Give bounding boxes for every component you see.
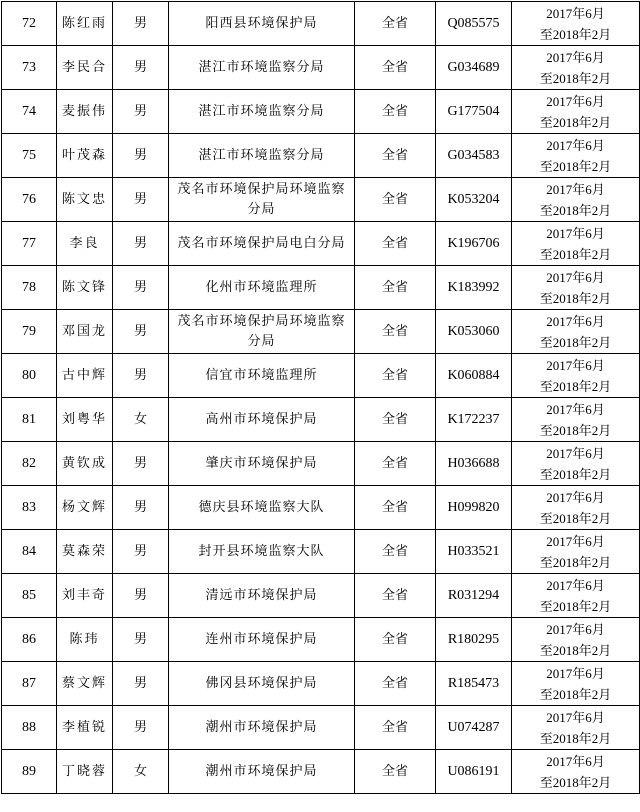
person-name: 丁晓蓉 [57, 750, 113, 794]
gender: 男 [113, 310, 169, 354]
person-name: 古中辉 [57, 354, 113, 398]
person-name: 邓国龙 [57, 310, 113, 354]
work-unit: 佛冈县环境保护局 [169, 662, 355, 706]
table-row [2, 310, 640, 354]
row-number: 78 [2, 266, 57, 310]
table-row [2, 486, 640, 530]
period-to: 至2018年2月 [539, 554, 612, 570]
scope: 全省 [355, 398, 436, 442]
period-from: 2017年6月 [546, 401, 605, 417]
period-to: 至2018年2月 [539, 158, 612, 174]
gender: 男 [113, 178, 169, 222]
work-unit: 肇庆市环境保护局 [169, 442, 355, 486]
certificate-number: H033521 [436, 530, 512, 574]
scope: 全省 [355, 574, 436, 618]
work-unit: 化州市环境监理所 [169, 266, 355, 310]
valid-period [512, 486, 640, 530]
row-number: 76 [2, 178, 57, 222]
valid-period [512, 2, 640, 46]
period-from: 2017年6月 [546, 313, 605, 329]
scope: 全省 [355, 530, 436, 574]
gender: 男 [113, 530, 169, 574]
work-unit: 茂名市环境保护局环境监察分局 [169, 178, 355, 222]
valid-period [512, 530, 640, 574]
period-from: 2017年6月 [546, 577, 605, 593]
table-row [2, 178, 640, 222]
period-to: 至2018年2月 [539, 642, 612, 658]
table-row [2, 442, 640, 486]
period-to: 至2018年2月 [539, 202, 612, 218]
valid-period [512, 750, 640, 794]
scope: 全省 [355, 354, 436, 398]
person-name: 麦振伟 [57, 90, 113, 134]
person-name: 李良 [57, 222, 113, 266]
gender: 男 [113, 46, 169, 90]
period-to: 至2018年2月 [539, 774, 612, 790]
row-number: 72 [2, 2, 57, 46]
period-from: 2017年6月 [546, 181, 605, 197]
person-name: 杨文辉 [57, 486, 113, 530]
row-number: 86 [2, 618, 57, 662]
scope: 全省 [355, 486, 436, 530]
gender: 男 [113, 2, 169, 46]
row-number: 80 [2, 354, 57, 398]
period-to: 至2018年2月 [539, 378, 612, 394]
gender: 男 [113, 618, 169, 662]
table-row [2, 750, 640, 794]
period-to: 至2018年2月 [539, 290, 612, 306]
person-name: 刘粤华 [57, 398, 113, 442]
gender: 男 [113, 574, 169, 618]
certificate-number: R180295 [436, 618, 512, 662]
person-name: 黄钦成 [57, 442, 113, 486]
valid-period [512, 178, 640, 222]
certificate-number: K183992 [436, 266, 512, 310]
scope: 全省 [355, 90, 436, 134]
scope: 全省 [355, 266, 436, 310]
table-row [2, 618, 640, 662]
valid-period [512, 618, 640, 662]
row-number: 79 [2, 310, 57, 354]
period-from: 2017年6月 [546, 709, 605, 725]
row-number: 88 [2, 706, 57, 750]
period-to: 至2018年2月 [539, 70, 612, 86]
table-row [2, 2, 640, 46]
work-unit: 潮州市环境保护局 [169, 750, 355, 794]
certificate-number: K172237 [436, 398, 512, 442]
period-from: 2017年6月 [546, 137, 605, 153]
period-from: 2017年6月 [546, 5, 605, 21]
period-from: 2017年6月 [546, 269, 605, 285]
period-from: 2017年6月 [546, 753, 605, 769]
table-row [2, 706, 640, 750]
work-unit: 茂名市环境保护局电白分局 [169, 222, 355, 266]
certificate-number: G034689 [436, 46, 512, 90]
certificate-number: H036688 [436, 442, 512, 486]
certificate-number: K196706 [436, 222, 512, 266]
work-unit: 茂名市环境保护局环境监察分局 [169, 310, 355, 354]
row-number: 87 [2, 662, 57, 706]
work-unit: 湛江市环境监察分局 [169, 46, 355, 90]
work-unit: 阳西县环境保护局 [169, 2, 355, 46]
certificate-number: Q085575 [436, 2, 512, 46]
table-row [2, 46, 640, 90]
work-unit: 清远市环境保护局 [169, 574, 355, 618]
row-number: 77 [2, 222, 57, 266]
table-row [2, 90, 640, 134]
person-name: 叶茂森 [57, 134, 113, 178]
scope: 全省 [355, 46, 436, 90]
period-to: 至2018年2月 [539, 246, 612, 262]
work-unit: 封开县环境监察大队 [169, 530, 355, 574]
scope: 全省 [355, 706, 436, 750]
work-unit: 高州市环境保护局 [169, 398, 355, 442]
period-to: 至2018年2月 [539, 686, 612, 702]
work-unit: 湛江市环境监察分局 [169, 134, 355, 178]
period-to: 至2018年2月 [539, 334, 612, 350]
scope: 全省 [355, 310, 436, 354]
period-from: 2017年6月 [546, 489, 605, 505]
person-name: 陈玮 [57, 618, 113, 662]
certificate-number: K053204 [436, 178, 512, 222]
person-name: 莫森荣 [57, 530, 113, 574]
row-number: 82 [2, 442, 57, 486]
certificate-number: H099820 [436, 486, 512, 530]
gender: 男 [113, 134, 169, 178]
certificate-number: U086191 [436, 750, 512, 794]
period-from: 2017年6月 [546, 533, 605, 549]
valid-period [512, 442, 640, 486]
valid-period [512, 310, 640, 354]
work-unit: 湛江市环境监察分局 [169, 90, 355, 134]
table-row [2, 662, 640, 706]
certificate-number: R031294 [436, 574, 512, 618]
certificate-number: K060884 [436, 354, 512, 398]
period-from: 2017年6月 [546, 357, 605, 373]
valid-period [512, 706, 640, 750]
row-number: 85 [2, 574, 57, 618]
table-body [2, 2, 640, 794]
valid-period [512, 354, 640, 398]
gender: 女 [113, 398, 169, 442]
gender: 男 [113, 662, 169, 706]
period-to: 至2018年2月 [539, 466, 612, 482]
certificate-number: U074287 [436, 706, 512, 750]
scope: 全省 [355, 442, 436, 486]
person-name: 李植锐 [57, 706, 113, 750]
certificate-number: R185473 [436, 662, 512, 706]
valid-period [512, 574, 640, 618]
row-number: 89 [2, 750, 57, 794]
scope: 全省 [355, 222, 436, 266]
work-unit: 连州市环境保护局 [169, 618, 355, 662]
period-from: 2017年6月 [546, 225, 605, 241]
scope: 全省 [355, 134, 436, 178]
valid-period [512, 266, 640, 310]
table-row [2, 574, 640, 618]
scope: 全省 [355, 662, 436, 706]
gender: 男 [113, 266, 169, 310]
period-from: 2017年6月 [546, 445, 605, 461]
valid-period [512, 398, 640, 442]
valid-period [512, 46, 640, 90]
period-from: 2017年6月 [546, 621, 605, 637]
personnel-table [1, 1, 640, 794]
person-name: 李民合 [57, 46, 113, 90]
row-number: 84 [2, 530, 57, 574]
work-unit: 德庆县环境监察大队 [169, 486, 355, 530]
gender: 男 [113, 90, 169, 134]
person-name: 陈红雨 [57, 2, 113, 46]
row-number: 75 [2, 134, 57, 178]
person-name: 蔡文辉 [57, 662, 113, 706]
valid-period [512, 90, 640, 134]
period-from: 2017年6月 [546, 665, 605, 681]
scope: 全省 [355, 750, 436, 794]
table-row [2, 222, 640, 266]
work-unit: 潮州市环境保护局 [169, 706, 355, 750]
person-name: 刘丰奇 [57, 574, 113, 618]
row-number: 83 [2, 486, 57, 530]
row-number: 74 [2, 90, 57, 134]
gender: 男 [113, 222, 169, 266]
period-to: 至2018年2月 [539, 510, 612, 526]
valid-period [512, 134, 640, 178]
table-row [2, 530, 640, 574]
scope: 全省 [355, 2, 436, 46]
scope: 全省 [355, 178, 436, 222]
gender: 男 [113, 442, 169, 486]
table-row [2, 134, 640, 178]
gender: 男 [113, 486, 169, 530]
person-name: 陈文锋 [57, 266, 113, 310]
gender: 男 [113, 706, 169, 750]
certificate-number: G177504 [436, 90, 512, 134]
table-row [2, 266, 640, 310]
person-name: 陈文忠 [57, 178, 113, 222]
period-to: 至2018年2月 [539, 422, 612, 438]
table-row [2, 398, 640, 442]
gender: 女 [113, 750, 169, 794]
period-to: 至2018年2月 [539, 598, 612, 614]
valid-period [512, 662, 640, 706]
scope: 全省 [355, 618, 436, 662]
period-from: 2017年6月 [546, 93, 605, 109]
period-to: 至2018年2月 [539, 114, 612, 130]
row-number: 81 [2, 398, 57, 442]
work-unit: 信宜市环境监理所 [169, 354, 355, 398]
period-to: 至2018年2月 [539, 26, 612, 42]
table-row [2, 354, 640, 398]
certificate-number: G034583 [436, 134, 512, 178]
row-number: 73 [2, 46, 57, 90]
certificate-number: K053060 [436, 310, 512, 354]
valid-period [512, 222, 640, 266]
period-to: 至2018年2月 [539, 730, 612, 746]
gender: 男 [113, 354, 169, 398]
period-from: 2017年6月 [546, 49, 605, 65]
